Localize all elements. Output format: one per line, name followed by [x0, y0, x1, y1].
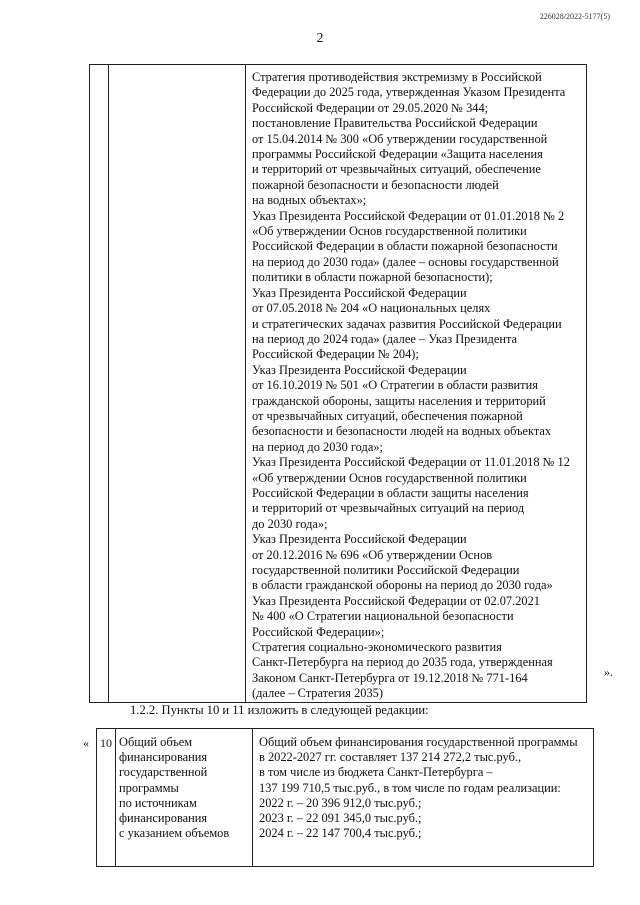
text-line: и территорий от чрезвычайных ситуаций, обеспечение [252, 162, 541, 177]
text-line: Указ Президента Российской Федерации от 01.01.2018 № 2 [252, 208, 565, 223]
financing-table [96, 728, 594, 867]
text-line: по источникам [119, 795, 197, 810]
text-line: Санкт-Петербурга на период до 2035 года, утвержденная [252, 655, 553, 670]
text-line: гражданской обороны, защиты населения и территорий [252, 393, 546, 408]
table-cell-label [116, 729, 253, 867]
amendment-paragraph: 1.2.2. Пункты 10 и 11 изложить в следующей редакции: [130, 703, 429, 717]
text-line: Законом Санкт-Петербурга от 19.12.2018 № 771-164 [252, 670, 528, 685]
text-line: Указ Президента Российской Федерации [252, 362, 467, 377]
text-line: № 400 «О Стратегии национальной безопасности [252, 609, 514, 624]
page-number: 2 [316, 31, 324, 46]
text-line: Указ Президента Российской Федерации от 02.07.2021 [252, 593, 541, 608]
text-line: политики в области пожарной безопасности); [252, 270, 493, 285]
legal-basis-table [89, 64, 587, 703]
text-line: (далее – Стратегия 2035) [252, 686, 383, 701]
table-cell-content [246, 65, 587, 703]
text-line: в области гражданской обороны на период до 2030 года» [252, 578, 553, 593]
table-row [90, 65, 587, 703]
text-line: 2024 г. – 22 147 700,4 тыс.руб.; [259, 826, 422, 841]
text-line: Российской Федерации от 29.05.2020 № 344; [252, 100, 489, 115]
text-line: 137 199 710,5 тыс.руб., в том числе по годам реализации: [259, 780, 561, 795]
text-line: в 2022-2027 гг. составляет 137 214 272,2 тыс.руб., [259, 750, 522, 765]
opening-quote: « [83, 736, 89, 750]
text-line: и стратегических задачах развития Российской Федерации [252, 316, 562, 331]
text-line: финансирования [119, 750, 208, 765]
financing-label [116, 735, 252, 841]
table-cell-content [253, 729, 594, 867]
text-line: программы [119, 780, 179, 795]
text-line: государственной [119, 765, 208, 780]
table-cell-label [109, 65, 246, 703]
table-row [97, 729, 594, 867]
document-number: 226028/2022-5177(5) [539, 12, 610, 21]
text-line: Российской Федерации»; [252, 624, 385, 639]
text-line: Указ Президента Российской Федерации [252, 285, 467, 300]
text-line: 2022 г. – 20 396 912,0 тыс.руб.; [259, 795, 422, 810]
text-line: 2023 г. – 22 091 345,0 тыс.руб.; [259, 811, 422, 826]
legal-acts-list [246, 70, 586, 702]
text-line: «Об утверждении Основ государственной политики [252, 224, 527, 239]
text-line: «Об утверждении Основ государственной политики [252, 470, 527, 485]
text-line: от 15.04.2014 № 300 «Об утверждении государственной [252, 131, 548, 146]
text-line: Стратегия социально-экономического развития [252, 640, 502, 655]
text-line: Общий объем финансирования государственной программы [259, 735, 578, 749]
text-line: Российской Федерации в области пожарной безопасности [252, 239, 558, 254]
text-line: с указанием объемов [119, 826, 230, 841]
text-line: от чрезвычайных ситуаций, обеспечения пожарной [252, 408, 523, 423]
text-line: программы Российской Федерации «Защита населения [252, 147, 543, 162]
text-line: Общий объем [119, 735, 193, 749]
text-line: и территорий от чрезвычайных ситуаций на период [252, 501, 525, 516]
text-line: постановление Правительства Российской Федерации [252, 116, 538, 131]
closing-quote: ». [604, 665, 613, 679]
text-line: от 20.12.2016 № 696 «Об утверждении Основ [252, 547, 493, 562]
text-line: Указ Президента Российской Федерации от 11.01.2018 № 12 [252, 455, 570, 470]
row-number: 10 [97, 729, 116, 867]
text-line: государственной политики Российской Федерации [252, 563, 520, 577]
text-line: Федерации до 2025 года, утвержденная Указом Президента [252, 85, 566, 100]
text-line: на период до 2030 года» (далее – основы государственной [252, 254, 559, 269]
text-line: финансирования [119, 811, 208, 826]
text-line: до 2030 года»; [252, 516, 328, 531]
text-line: безопасности и безопасности людей на водных объектах [252, 424, 552, 439]
text-line: от 16.10.2019 № 501 «О Стратегии в области развития [252, 378, 538, 393]
text-line: от 07.05.2018 № 204 «О национальных целях [252, 301, 491, 316]
text-line: на период до 2030 года»; [252, 439, 383, 454]
financing-details [253, 735, 593, 841]
text-line: пожарной безопасности и безопасности людей [252, 177, 499, 192]
table-cell-number [90, 65, 109, 703]
text-line: Указ Президента Российской Федерации [252, 532, 467, 547]
text-line: Российской Федерации в области защиты населения [252, 485, 529, 500]
text-line: Стратегия противодействия экстремизму в Российской [252, 70, 542, 84]
text-line: в том числе из бюджета Санкт-Петербурга – [259, 765, 493, 780]
text-line: на водных объектах»; [252, 193, 367, 208]
text-line: Российской Федерации № 204); [252, 347, 419, 362]
text-line: на период до 2024 года» (далее – Указ Президента [252, 331, 518, 346]
